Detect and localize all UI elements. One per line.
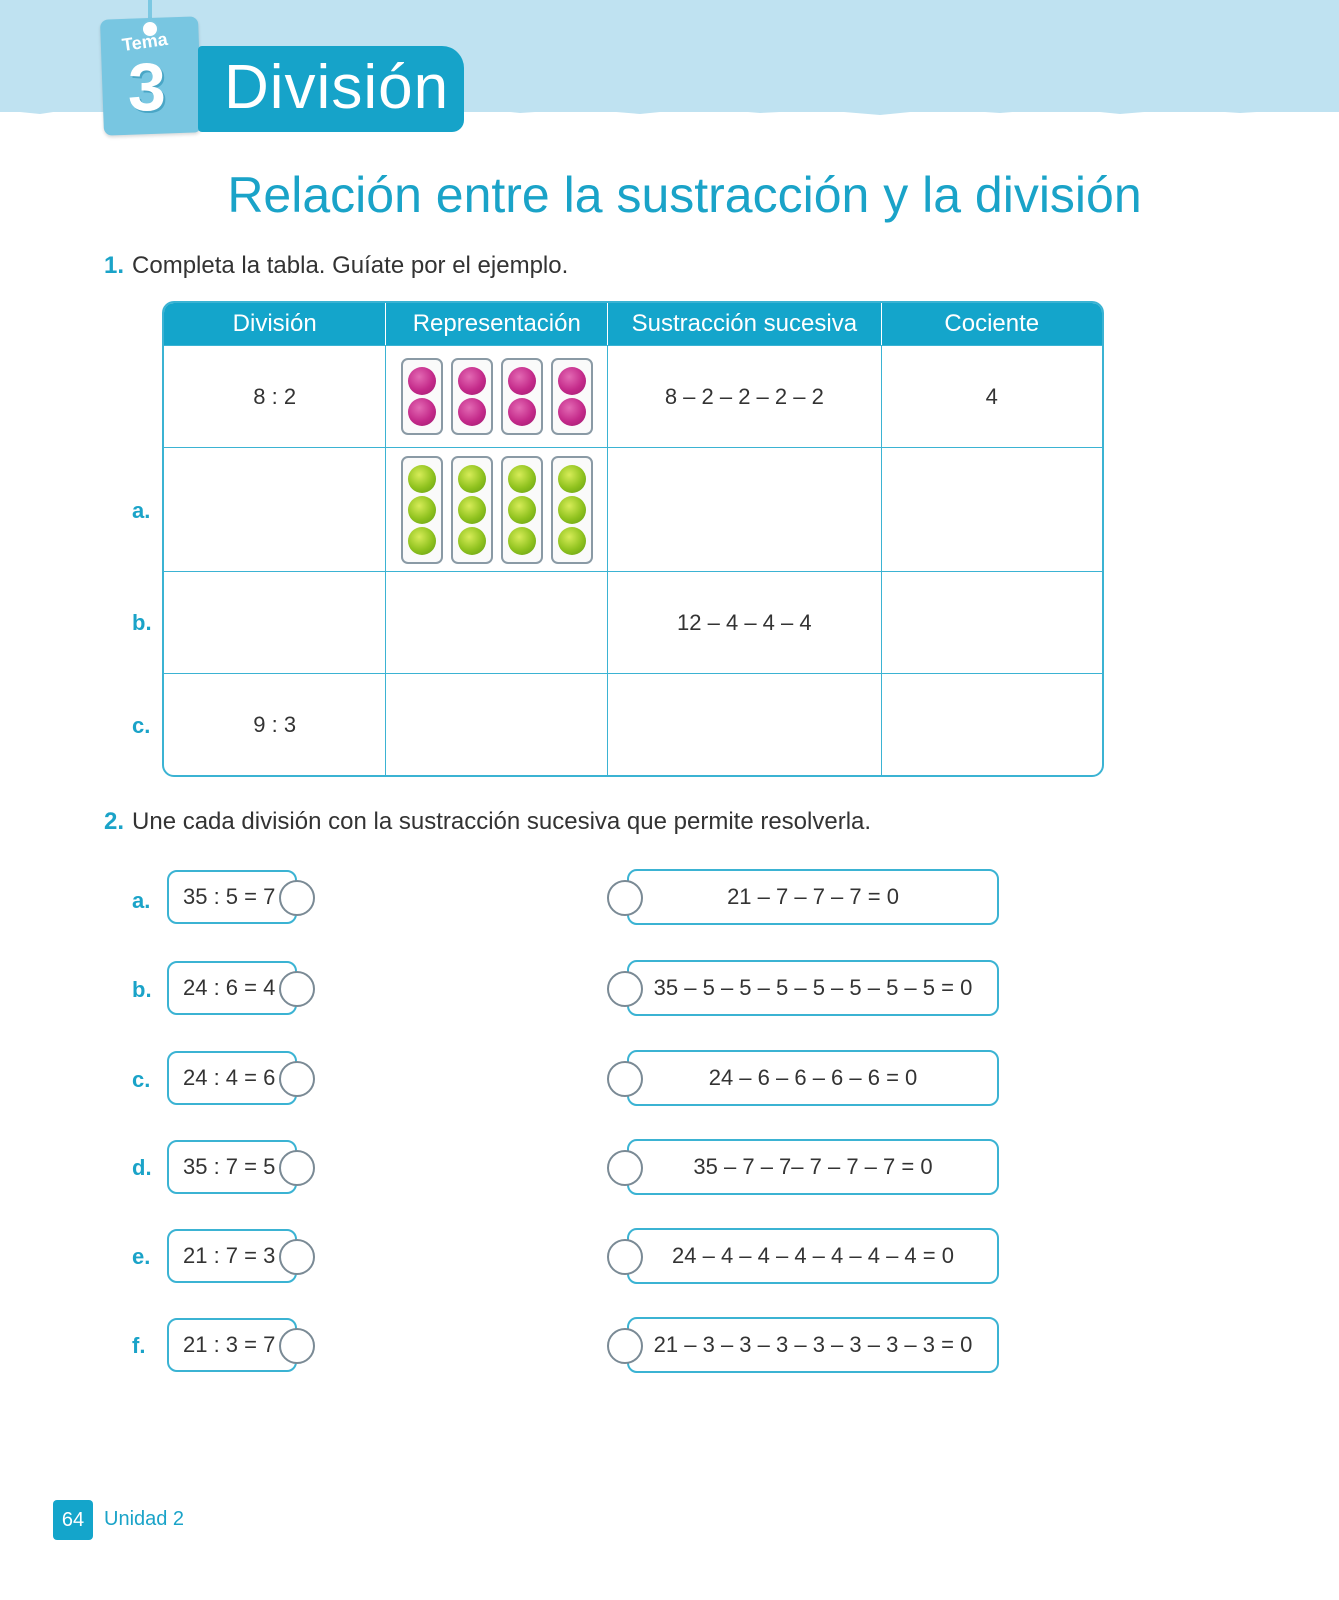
- counter-group: [501, 456, 543, 564]
- connector-dot-right-6[interactable]: [607, 1328, 643, 1364]
- counter-group: [551, 358, 593, 435]
- green-counter-dot: [558, 527, 586, 555]
- cell-division-blank[interactable]: [164, 447, 385, 571]
- counter-group: [451, 456, 493, 564]
- cell-subtraction-blank[interactable]: [607, 447, 880, 571]
- connector-dot-right-3[interactable]: [607, 1061, 643, 1097]
- pink-counter-dot: [508, 398, 536, 426]
- cell-representation-blank[interactable]: [385, 673, 607, 775]
- cell-representation-blank[interactable]: [385, 571, 607, 673]
- exercise-1-number: 1.: [104, 252, 125, 279]
- table-row-example: [164, 345, 1102, 447]
- cell-quotient-blank[interactable]: [881, 447, 1102, 571]
- counter-group: [551, 456, 593, 564]
- cell-representation: [385, 447, 607, 571]
- pink-counter-dot: [408, 367, 436, 395]
- green-counter-dot: [558, 496, 586, 524]
- green-counter-dot: [408, 465, 436, 493]
- connector-dot-left-c[interactable]: [279, 1061, 315, 1097]
- subtraction-box-4: 35 – 7 – 7– 7 – 7 – 7 = 0: [627, 1139, 999, 1195]
- table-header-row: [164, 303, 1102, 345]
- cell-division-blank[interactable]: [164, 571, 385, 673]
- connector-dot-right-4[interactable]: [607, 1150, 643, 1186]
- connector-dot-left-d[interactable]: [279, 1150, 315, 1186]
- exercise-1-instruction: [104, 252, 568, 280]
- connector-dot-right-1[interactable]: [607, 880, 643, 916]
- row-label-c: c.: [132, 713, 151, 738]
- counter-group: [501, 358, 543, 435]
- pink-counter-dot: [458, 398, 486, 426]
- page-title: División: [224, 53, 450, 122]
- green-counter-dot: [508, 465, 536, 493]
- match-label-e: e.: [132, 1244, 151, 1269]
- pink-counter-dot: [458, 367, 486, 395]
- column-header-division: División: [164, 303, 385, 345]
- cell-quotient-blank[interactable]: [881, 571, 1102, 673]
- green-counter-dot: [508, 496, 536, 524]
- pink-counter-dot: [508, 367, 536, 395]
- counter-group: [451, 358, 493, 435]
- pink-counter-dot: [558, 367, 586, 395]
- subtraction-box-6: 21 – 3 – 3 – 3 – 3 – 3 – 3 – 3 = 0: [627, 1317, 999, 1373]
- cell-subtraction: 8 – 2 – 2 – 2 – 2: [607, 345, 880, 447]
- cell-subtraction: 12 – 4 – 4 – 4: [607, 571, 880, 673]
- column-header-representation: Representación: [385, 303, 607, 345]
- connector-dot-left-e[interactable]: [279, 1239, 315, 1275]
- exercise-2-number: 2.: [104, 808, 125, 835]
- row-label-a: a.: [132, 498, 151, 523]
- column-header-quotient: Cociente: [881, 303, 1102, 345]
- section-title: Relación entre la sustracción y la división: [227, 167, 1142, 223]
- subtraction-box-2: 35 – 5 – 5 – 5 – 5 – 5 – 5 – 5 = 0: [627, 960, 999, 1016]
- green-counter-dot: [558, 465, 586, 493]
- tema-number: 3: [128, 49, 166, 125]
- match-label-b: b.: [132, 977, 152, 1002]
- pink-counter-dot: [408, 398, 436, 426]
- table-row-c: [164, 673, 1102, 775]
- green-counter-dot: [408, 527, 436, 555]
- exercise-2-text: Une cada división con la sustracción sucesiva que permite resolverla.: [132, 808, 872, 835]
- cell-division: 8 : 2: [164, 345, 385, 447]
- division-box-d: 35 : 7 = 5: [167, 1140, 297, 1194]
- green-counter-dot: [458, 465, 486, 493]
- tema-label: Tema: [120, 28, 169, 56]
- division-box-a: 35 : 5 = 7: [167, 870, 297, 924]
- cell-representation: [385, 345, 607, 447]
- connector-dot-left-f[interactable]: [279, 1328, 315, 1364]
- table-row-b: [164, 571, 1102, 673]
- unit-label: Unidad 2: [104, 1508, 185, 1530]
- division-box-e: 21 : 7 = 3: [167, 1229, 297, 1283]
- exercise-2-instruction: [104, 808, 871, 836]
- connector-dot-right-2[interactable]: [607, 971, 643, 1007]
- match-label-c: c.: [132, 1067, 151, 1092]
- column-header-subtraction: Sustracción sucesiva: [607, 303, 880, 345]
- green-counter-dot: [458, 496, 486, 524]
- dot-groups: [386, 358, 607, 435]
- match-label-d: d.: [132, 1155, 152, 1180]
- connector-dot-right-5[interactable]: [607, 1239, 643, 1275]
- dot-groups: [386, 456, 607, 564]
- match-label-f: f.: [132, 1333, 146, 1358]
- division-box-b: 24 : 6 = 4: [167, 961, 297, 1015]
- division-box-f: 21 : 3 = 7: [167, 1318, 297, 1372]
- counter-group: [401, 358, 443, 435]
- connector-dot-left-a[interactable]: [279, 880, 315, 916]
- row-label-b: b.: [132, 610, 152, 635]
- subtraction-box-3: 24 – 6 – 6 – 6 – 6 = 0: [627, 1050, 999, 1106]
- subtraction-box-1: 21 – 7 – 7 – 7 = 0: [627, 869, 999, 925]
- page-number: 64: [53, 1500, 93, 1540]
- green-counter-dot: [408, 496, 436, 524]
- counter-group: [401, 456, 443, 564]
- cell-division: 9 : 3: [164, 673, 385, 775]
- division-table: [162, 301, 1104, 777]
- green-counter-dot: [508, 527, 536, 555]
- exercise-1-text: Completa la tabla. Guíate por el ejemplo.: [132, 252, 569, 279]
- table-row-a: [164, 447, 1102, 571]
- cell-quotient: 4: [881, 345, 1102, 447]
- green-counter-dot: [458, 527, 486, 555]
- division-box-c: 24 : 4 = 6: [167, 1051, 297, 1105]
- cell-subtraction-blank[interactable]: [607, 673, 880, 775]
- connector-dot-left-b[interactable]: [279, 971, 315, 1007]
- pink-counter-dot: [558, 398, 586, 426]
- match-label-a: a.: [132, 888, 151, 913]
- cell-quotient-blank[interactable]: [881, 673, 1102, 775]
- subtraction-box-5: 24 – 4 – 4 – 4 – 4 – 4 – 4 = 0: [627, 1228, 999, 1284]
